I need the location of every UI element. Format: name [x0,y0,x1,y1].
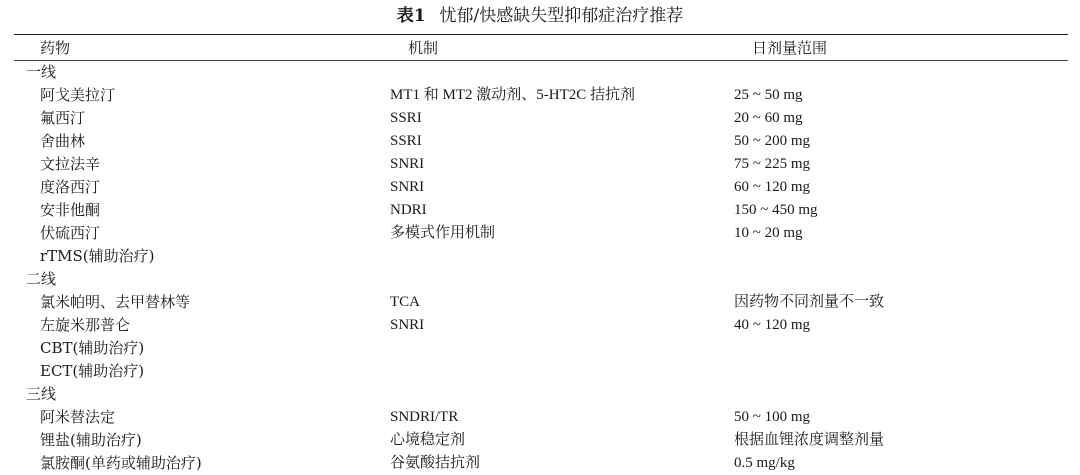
table-row [0,245,1080,268]
cell-drug: 三线 [26,385,57,403]
cell-drug: CBT(辅助治疗) [40,339,145,357]
cell-mechanism: SNDRI/TR [390,409,459,425]
table-row [0,222,1080,245]
section-row [0,268,1080,291]
table-row [0,291,1080,314]
cell-dose: 60 ~ 120 mg [734,179,811,195]
table-caption [0,4,1080,28]
header-drug: 药物 [40,39,71,57]
cell-mechanism: SNRI [390,179,425,195]
table-body [0,61,1080,475]
table-row [0,130,1080,153]
cell-drug: ECT(辅助治疗) [40,362,145,380]
cell-dose: 10 ~ 20 mg [734,225,803,241]
cell-dose: 25 ~ 50 mg [734,87,803,103]
cell-dose: 50 ~ 100 mg [734,409,811,425]
table-row [0,314,1080,337]
table-row [0,153,1080,176]
cell-drug: 氯胺酮(单药或辅助治疗) [40,454,202,472]
table-row [0,360,1080,383]
cell-mechanism: SSRI [390,110,422,126]
cell-mechanism: 谷氨酸拮抗剂 [390,455,481,471]
cell-dose: 40 ~ 120 mg [734,317,811,333]
cell-dose: 因药物不同剂量不一致 [734,294,885,310]
cell-drug: 舍曲林 [40,132,86,150]
section-row [0,61,1080,84]
table-top-rule [14,34,1068,35]
table-row [0,107,1080,130]
header-dose: 日剂量范围 [752,39,828,57]
cell-mechanism: SNRI [390,317,425,333]
cell-drug: 阿戈美拉汀 [40,86,116,104]
cell-drug: 文拉法辛 [40,155,101,173]
cell-mechanism: SSRI [390,133,422,149]
cell-dose: 20 ~ 60 mg [734,110,803,126]
cell-drug: 二线 [26,270,57,288]
table-row [0,452,1080,475]
cell-drug: 氯米帕明、去甲替林等 [40,293,191,311]
table-row [0,176,1080,199]
cell-dose: 50 ~ 200 mg [734,133,811,149]
cell-dose: 75 ~ 225 mg [734,156,811,172]
cell-dose: 0.5 mg/kg [734,455,795,471]
table-row [0,199,1080,222]
cell-drug: 氟西汀 [40,109,86,127]
cell-mechanism: MT1 和 MT2 激动剂、5-HT2C 拮抗剂 [390,87,635,103]
table-header [0,36,1080,60]
cell-dose: 根据血锂浓度调整剂量 [734,432,885,448]
cell-drug: 一线 [26,63,57,81]
cell-drug: rTMS(辅助治疗) [40,247,155,265]
table-row [0,429,1080,452]
cell-drug: 锂盐(辅助治疗) [40,431,142,449]
table-title: 忧郁/快感缺失型抑郁症治疗推荐 [439,6,684,26]
cell-mechanism: 心境稳定剂 [390,432,466,448]
cell-drug: 度洛西汀 [40,178,101,196]
table-number: 表1 [396,6,426,26]
cell-dose: 150 ~ 450 mg [734,202,818,218]
cell-mechanism: SNRI [390,156,425,172]
table-row [0,406,1080,429]
cell-mechanism: 多模式作用机制 [390,225,496,241]
table-row [0,84,1080,107]
cell-drug: 左旋米那普仑 [40,316,131,334]
cell-drug: 安非他酮 [40,201,101,219]
header-mechanism: 机制 [408,39,439,57]
cell-drug: 伏硫西汀 [40,224,101,242]
section-row [0,383,1080,406]
cell-mechanism: TCA [390,294,420,310]
table-row [0,337,1080,360]
cell-mechanism: NDRI [390,202,427,218]
cell-drug: 阿米替法定 [40,408,116,426]
